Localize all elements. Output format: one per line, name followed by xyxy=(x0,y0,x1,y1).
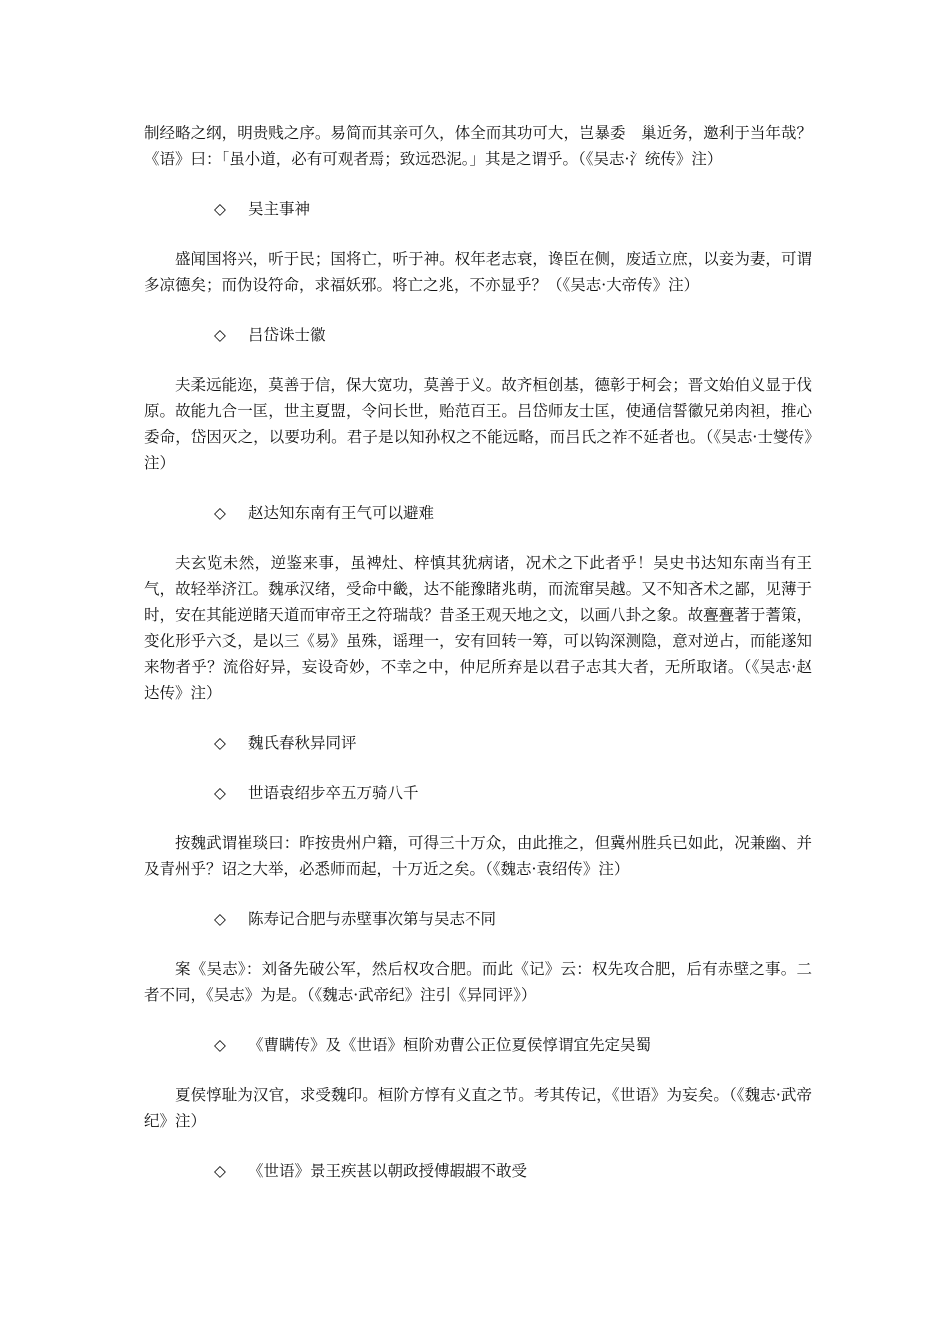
document-page xyxy=(144,120,812,1184)
section-heading-label: 吴主事神 xyxy=(248,200,311,218)
section-heading-wei-chunqiu-yitongping xyxy=(144,730,812,756)
section-heading-label: 赵达知东南有王气可以避难 xyxy=(248,504,435,522)
paragraph-hefei-chibi: 案《吴志》：刘备先破公军，然后权攻合肥。而此《记》云：权先攻合肥，后有赤壁之事。二者不同，《吴志》为是。（《魏志·武帝纪》注引《异同评》） xyxy=(144,960,812,1004)
section-heading-hefei-chibi xyxy=(144,906,812,932)
paragraph-lu-dai-executes-shi-hui: 夫柔远能迩，莫善于信，保大宽功，莫善于义。故齐桓创基，德彰于柯会；晋文始伯义显于伐原。故能九合一匡，世主夏盟，令问长世，贻范百王。吕岱师友士匡，使通信誓徽兄弟肉袒，推心委命，岱因灭之，以要功利。君子是以知孙权之不能远略，而吕氏之祚不延者也。（《吴志·士燮传》注） xyxy=(144,376,812,472)
section-heading-yuan-shao-troops xyxy=(144,780,812,806)
diamond-icon: ◇ xyxy=(214,734,226,752)
section-heading-lu-dai-executes-shi-hui xyxy=(144,322,812,348)
section-heading-label: 吕岱诛士徽 xyxy=(248,326,326,344)
diamond-icon: ◇ xyxy=(214,1162,226,1180)
section-heading-label: 《世语》景王疾甚以朝政授傅嘏嘏不敢受 xyxy=(248,1162,528,1180)
paragraph-wu-lord-serves-gods: 盛闻国将兴，听于民；国将亡，听于神。权年老志衰，谗臣在侧，废适立庶，以妾为妻，可谓多凉德矣；而伪设符命，求福妖邪。将亡之兆，不亦显乎？（《吴志·大帝传》注） xyxy=(144,250,812,294)
diamond-icon: ◇ xyxy=(214,200,226,218)
section-heading-zhao-da xyxy=(144,500,812,526)
section-heading-label: 《曹瞒传》及《世语》桓阶劝曹公正位夏侯惇谓宜先定吴蜀 xyxy=(248,1036,652,1054)
paragraph-zhao-da: 夫玄览未然，逆鉴来事，虽裨灶、梓慎其犹病诸，况术之下此者乎！吴史书达知东南当有王气，故轻举济江。魏承汉绪，受命中畿，达不能豫睹兆萌，而流窜吴越。又不知吝术之鄙，见薄于时，安在其能逆睹天道而审帝王之符瑞哉？昔圣王观天地之文，以画八卦之象。故亹亹著于蓍策，变化形乎六爻，是以三《易》虽殊，谣理一，安有回转一筹，可以钩深测隐，意对逆占，而能遂知来物者乎？流俗好异，妄设奇妙，不幸之中，仲尼所弃是以君子志其大者，无所取诸。（《吴志·赵达传》注） xyxy=(144,554,812,702)
diamond-icon: ◇ xyxy=(214,784,226,802)
section-heading-fu-gu xyxy=(144,1158,812,1184)
paragraph-wu-tong-note: 制经略之纲，明贵贱之序。易简而其亲可久，体全而其功可大，岂暴委 巢近务，邀利于当年哉？《语》曰：「虽小道，必有可观者焉；致远恐泥。」其是之谓乎。（《吴志·氵统传》注） xyxy=(144,124,812,168)
section-heading-wu-lord-serves-gods xyxy=(144,196,812,222)
diamond-icon: ◇ xyxy=(214,504,226,522)
section-heading-label: 魏氏春秋异同评 xyxy=(248,734,357,752)
section-heading-label: 陈寿记合肥与赤壁事次第与吴志不同 xyxy=(248,910,497,928)
paragraph-huan-jie-xiahou-dun: 夏侯惇耻为汉官，求受魏印。桓阶方惇有义直之节。考其传记，《世语》为妄矣。（《魏志·武帝纪》注） xyxy=(144,1086,812,1130)
section-heading-label: 世语袁绍步卒五万骑八千 xyxy=(248,784,419,802)
paragraph-yuan-shao-troops: 按魏武谓崔琰曰：昨按贵州户籍，可得三十万众，由此推之，但冀州胜兵已如此，况兼幽、并及青州乎？诏之大举，必悉师而起，十万近之矣。（《魏志·袁绍传》注） xyxy=(144,834,812,878)
diamond-icon: ◇ xyxy=(214,910,226,928)
diamond-icon: ◇ xyxy=(214,1036,226,1054)
diamond-icon: ◇ xyxy=(214,326,226,344)
section-heading-huan-jie-xiahou-dun xyxy=(144,1032,812,1058)
